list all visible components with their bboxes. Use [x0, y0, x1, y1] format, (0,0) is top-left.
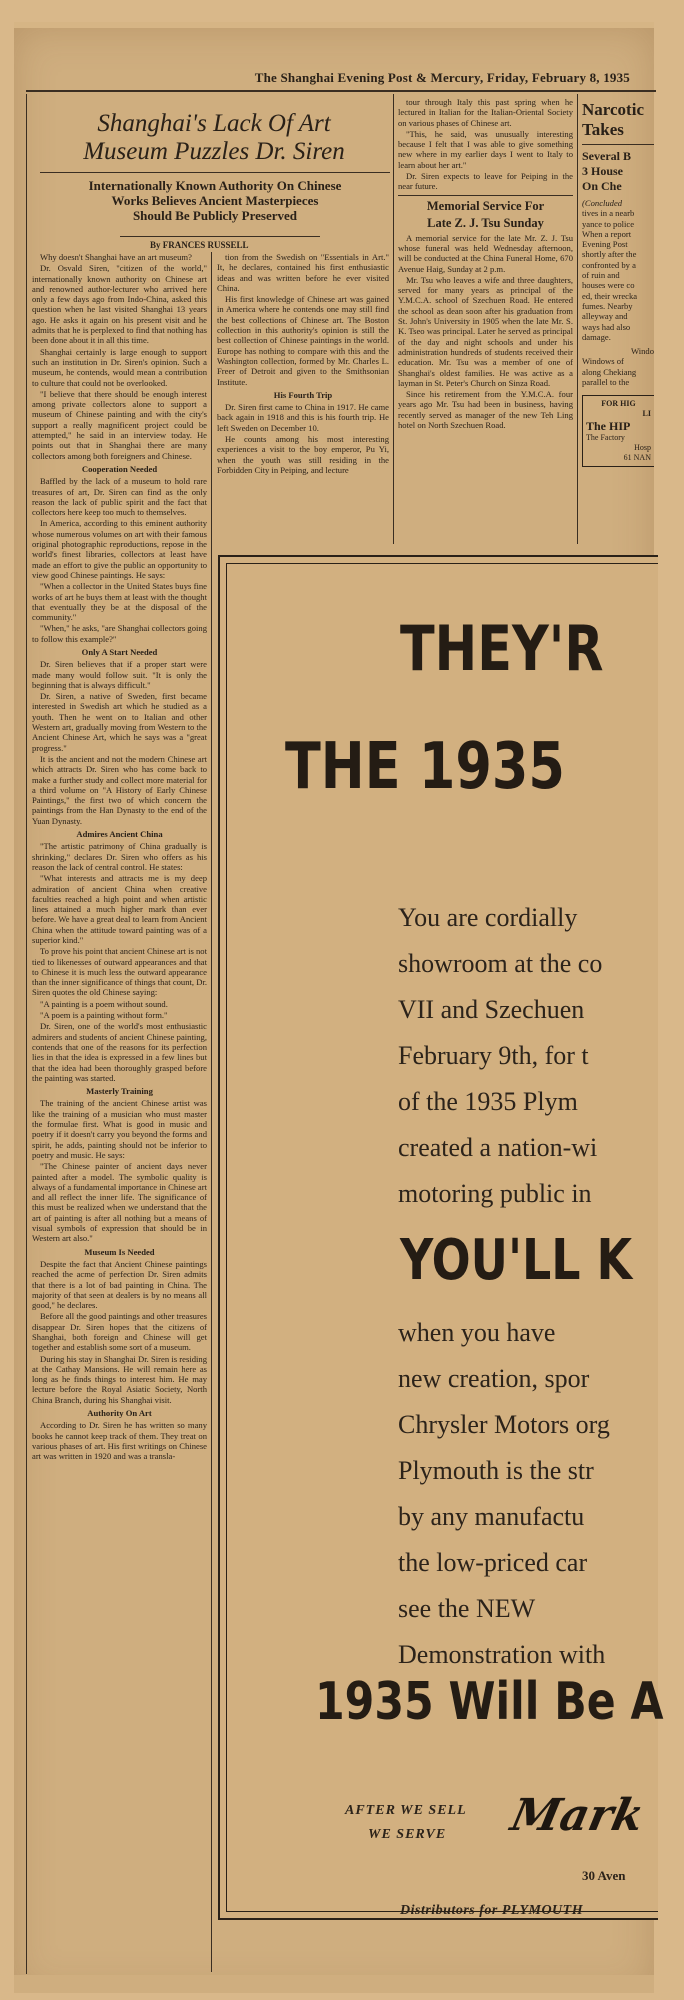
paper-bottom-edge: [14, 1975, 654, 1993]
ad-text-line: by any manufactu: [398, 1502, 585, 1531]
text-fragment: (Concluded: [582, 198, 623, 208]
ad-text-line: Demonstration with: [398, 1640, 606, 1669]
subhead-admires: Admires Ancient China: [76, 829, 163, 840]
ad-headline-3: YOU'LL K: [400, 1228, 633, 1293]
headline-fragment: Narcotic: [582, 100, 644, 119]
ad-fragment: 61 NAN: [623, 453, 651, 463]
deck: [30, 178, 400, 223]
text-fragment: yance to police: [582, 218, 635, 229]
paragraph: Dr. Siren, a native of Sweden, first became interested in Swedish art which he studied as a youth. Then he went on to Italian and other Western art, gradually moving from Western to the Ancient Chinese Art, which he says was a "great progress.": [32, 691, 207, 753]
paragraph: Before all the good paintings and other treasures disappear Dr. Siren hopes that the citizens of Shanghai, both foreign and Chinese will get together and establish some sort of a museum.: [32, 1311, 207, 1353]
ad-text-line: You are cordially: [398, 903, 578, 932]
ad-headline-1: THEY'R: [400, 612, 604, 685]
text-fragment: Windows of: [582, 356, 624, 367]
paragraph: "When," he asks, "are Shanghai collectors going to follow this example?": [32, 623, 207, 644]
article-column-2: [217, 252, 389, 552]
subhead-authority: Authority On Art: [87, 1408, 152, 1419]
subhead-start: Only A Start Needed: [81, 646, 158, 657]
ad-fragment: FOR HIG: [601, 399, 636, 409]
deck-line-1: Internationally Known Authority On Chinese: [88, 178, 342, 193]
subhead-museum: Museum Is Needed: [84, 1246, 155, 1257]
paragraph: Since his retirement from the Y.M.C.A. four years ago Mr. Tsu had been in business, having recently served as manager of the new Teh Ling hotel on North Szechuen Road.: [398, 389, 573, 431]
text-fragment: fumes. Nearby: [582, 300, 633, 311]
ad-slogan-1: AFTER WE SELL: [345, 1803, 467, 1818]
ad-address: 30 Aven: [582, 1868, 626, 1883]
text-fragment: along Chekiang: [582, 366, 637, 377]
deck-line-3: Should Be Publicly Preserved: [132, 208, 298, 223]
ad-headline-4: 1935 Will Be A: [315, 1672, 664, 1732]
paragraph: Why doesn't Shanghai have an art museum?: [40, 252, 192, 262]
paragraph: "When a collector in the United States buys fine works of art he buys them at least with the thought that eventually they be at the disposal of the community.": [32, 581, 207, 623]
paragraph: "A painting is a poem without sound.: [40, 998, 168, 1009]
memorial-headline-1: Memorial Service For: [426, 198, 545, 213]
headline-line-2: Museum Puzzles Dr. Siren: [83, 138, 345, 165]
paragraph: Dr. Siren expects to leave for Peiping in the near future.: [398, 171, 573, 192]
paragraph: "I believe that there should be enough interest among private collectors alone to support a museum of Chinese painting and with the city's support a really magnificent project could be attempted," he said in an interview today. He points out that in Shanghai there are many collectors among both foreigners and Chinese.: [32, 388, 207, 461]
deck-fragment: Several B: [582, 149, 631, 163]
ad-body-2: [398, 1310, 610, 1678]
text-fragment: confronted by a: [582, 259, 636, 270]
headline-line-1: Shanghai's Lack Of Art: [97, 110, 331, 137]
text-fragment: ed, their wrecka: [582, 290, 638, 301]
paragraph: Dr. Siren believes that if a proper start were made many would follow suit. "It is only the beginning that is always difficult.": [32, 659, 207, 690]
masthead: The Shanghai Evening Post & Mercury, Friday, February 8, 1935: [254, 70, 630, 85]
ad-text-line: created a nation-wi: [398, 1133, 598, 1162]
paragraph: In America, according to this eminent authority whose numerous volumes on art with their famous original photographic reproductions, repose in the world's finest libraries, collectors at least have made an effort to give the public an opportunity to view good Chinese paintings. He says:: [32, 518, 207, 580]
ad-fragment: The Factory: [586, 433, 625, 443]
narcotic-headline: [582, 100, 654, 140]
paragraph: Mr. Tsu who leaves a wife and three daughters, served for many years as principal of the Y.M.C.A. school of Szechuen Road. He entered the school as dean soon after his graduation from St. John's University in 1905 when the late Mr. S. K. Tseo was principal. Later he served as principal of the day and night schools and under his administration hundreds of students received their education. Mr. Tsu was a member of one of Shanghai's oldest families. He was active as a layman in St. Peter's Church on Sinza Road.: [398, 274, 573, 388]
headline-fragment: Takes: [582, 120, 624, 139]
ad-fragment: LI: [642, 409, 651, 419]
ad-slogan-2: WE SERVE: [368, 1827, 447, 1842]
paragraph: "This, he said, was unusually interesting because I felt that I was able to give something new where in my earlier days I went to Italy to learn about her art.": [398, 128, 573, 170]
ad-text-line: showroom at the co: [398, 949, 603, 978]
ad-text-line: VII and Szechuen: [398, 995, 585, 1024]
byline: By FRANCES RUSSELL: [150, 240, 249, 250]
subhead-fourth-trip: His Fourth Trip: [273, 389, 333, 400]
hip-ad-box: [582, 395, 654, 467]
paragraph: It is the ancient and not the modern Chinese art which attracts Dr. Siren who has come back to make a further study and collect more material for a third volume on "A History of Early Chinese Paintings," the first two of which concern the paintings from the Han Dynasty to the end of the Yuan Dynasty.: [32, 753, 207, 826]
ad-text-line: when you have: [398, 1318, 556, 1347]
article-column-1: [32, 252, 207, 1972]
subhead-cooperation: Cooperation Needed: [81, 463, 158, 474]
paragraph: Dr. Osvald Siren, "citizen of the world," internationally known authority on Chinese art and renowned author-lecturer who arrived here only a few days ago from Indo-China, asked this question when he last visited Shanghai 13 years ago. He asks it again on his present visit and he admits that he is perplexed to find that nothing has been done about it in all this time.: [32, 263, 207, 346]
text-fragment: When a report: [582, 228, 632, 239]
ad-text-line: new creation, spor: [398, 1364, 590, 1393]
ad-text-line: the low-priced car: [398, 1548, 588, 1577]
ad-body-1: [398, 895, 602, 1217]
text-fragment: shortly after the: [582, 249, 637, 260]
subhead-training: Masterly Training: [86, 1086, 153, 1097]
paragraph: Despite the fact that Ancient Chinese paintings reached the acme of perfection Dr. Siren admits that there is a lot of bad painting in China. The majority of that seen at dealers is by no means all good," he declares.: [32, 1258, 207, 1311]
dealer-signature: Mark: [506, 1790, 649, 1841]
text-fragment: parallel to the: [582, 377, 630, 388]
column-rule-left: [26, 94, 27, 1974]
narcotic-body: [582, 198, 654, 387]
column-rule-1: [211, 252, 212, 1972]
ad-text-line: of the 1935 Plym: [398, 1087, 578, 1116]
paragraph: He counts among his most interesting experiences a visit to the boy emperor, Pu Yi, when the youth was still residing in the Forbidden City in Peiping, and lecture: [217, 434, 389, 475]
section-rule: [398, 195, 573, 196]
paragraph: Dr. Siren first came to China in 1917. He came back again in 1918 and this is his fourth trip. He left Sweden on December 10.: [217, 402, 389, 433]
ad-text-line: Chrysler Motors org: [398, 1410, 610, 1439]
paragraph: "What interests and attracts me is my deep admiration of ancient China when creative faculties reached a high point and when artistic lines attained a much higher mark than ever before. We have a great deal to learn from Ancient China when the attitude toward painting was of a superior kind.": [32, 873, 207, 945]
paragraph: Shanghai certainly is large enough to support such an institution in Dr. Siren's opinion. Such a museum, he contends, would mean a contribution to culture that could not be overlooked.: [32, 346, 207, 388]
text-fragment: ways had also: [582, 321, 631, 332]
ad-fragment: Hosp: [634, 443, 651, 453]
paragraph: "The artistic patrimony of China gradually is shrinking," declares Dr. Siren who offers as his reason the lack of central control. He states:: [32, 841, 207, 872]
text-fragment: Windo: [630, 346, 654, 357]
ad-text-line: Plymouth is the str: [398, 1456, 594, 1485]
column-rule-2: [393, 94, 394, 544]
column-rule-3: [577, 94, 578, 544]
paragraph: According to Dr. Siren he has written so many books he cannot keep track of them. They treat on various phases of art. His first writings on Chinese art was written in 1920 and was a transla-: [32, 1420, 207, 1462]
article-column-4: [582, 100, 654, 540]
headline: [24, 110, 404, 166]
paragraph: "The Chinese painter of ancient days never painted after a model. The symbolic quality is always of a fundamental importance in Chinese art and all reflect the inner life. The significance of this must be realized when we understand that the art of painting is after all nothing but a means of visual symbols of expression that should be in Western art also.": [32, 1161, 207, 1244]
ad-text-line: motoring public in: [398, 1179, 592, 1208]
paragraph: Baffled by the lack of a museum to hold rare treasures of art, Dr. Siren can find as the only reason the lack of public spirit and the fact that collectors here keep too much to themselves.: [32, 476, 207, 518]
text-fragment: alleyway and: [582, 311, 628, 322]
section-rule: [582, 144, 654, 145]
text-fragment: of ruin and: [582, 270, 620, 281]
paragraph: His first knowledge of Chinese art was gained in America where he contends one may still find the best collections of Chinese art. The Boston collection in this authority's opinion is still the best collection of Chinese paintings in the world. Europe has nothing to compare with this and the Washington collection, formed by Mr. Charles L. Freer of Detroit and given to the Smithsonian Institute.: [217, 294, 389, 387]
headline-rule: [40, 172, 390, 173]
deck-line-2: Works Believes Ancient Masterpieces: [111, 193, 319, 208]
paragraph: tour through Italy this past spring when he lectured in Italian for the Italian-Oriental Society on various phases of Chinese art.: [398, 97, 573, 128]
ad-text-line: February 9th, for t: [398, 1041, 589, 1070]
paragraph: tion from the Swedish on "Essentials in Art." It, he declares, contained his first enthusiastic ideas and was written before he ever visited China.: [217, 252, 389, 293]
ad-fragment: The HIP: [586, 419, 631, 434]
paragraph: "A poem is a painting without form.": [40, 1010, 168, 1021]
memorial-headline-2: Late Z. J. Tsu Sunday: [427, 215, 544, 230]
paragraph: The training of the ancient Chinese artist was like the training of a musician who must master the formulae first. What is good in music and poetry if it doesn't carry you beyond the forms and spirit, he adds, painting should not be inferior to poetry and music. He says:: [32, 1098, 207, 1160]
text-fragment: tives in a nearb: [582, 208, 635, 219]
ad-headline-2: THE 1935: [285, 730, 565, 804]
text-fragment: Evening Post: [582, 239, 628, 250]
article-column-3: [398, 97, 573, 547]
paragraph: During his stay in Shanghai Dr. Siren is residing at the Cathay Mansions. He will remain here as long as he finds things to interest him. He may lecture before the Royal Asiatic Society, North China Branch, during his Shanghai visit.: [32, 1353, 207, 1405]
deck-fragment: 3 House: [582, 164, 624, 178]
text-fragment: damage.: [582, 331, 611, 342]
paragraph: To prove his point that ancient Chinese art is not tied to likenesses of outward appearances and that to Chinese it is much less the outward appearance than the inner significance of things that count, Dr. Siren quotes the old Chinese saying:: [32, 946, 207, 998]
ad-text-line: see the NEW: [398, 1594, 536, 1623]
text-fragment: houses were co: [582, 280, 635, 291]
narcotic-deck: [582, 149, 654, 194]
paragraph: A memorial service for the late Mr. Z. J. Tsu whose funeral was held Wednesday afternoon, will be conducted at the China Funeral Home, 670 Avenue Haig, Sunday at 2 p.m.: [398, 232, 573, 274]
masthead-rule: [26, 90, 656, 92]
ad-distributors: Distributors for PLYMOUTH: [400, 1903, 584, 1918]
paragraph: Dr. Siren, one of the world's most enthusiastic admirers and students of ancient Chinese painting, contends that one of the reasons for its perfection lies in that the idea is expressed in a few lines but that the idea had been thoroughly grasped before the painting was started.: [32, 1021, 207, 1083]
deck-fragment: On Che: [582, 179, 622, 193]
deck-rule: [120, 236, 320, 237]
